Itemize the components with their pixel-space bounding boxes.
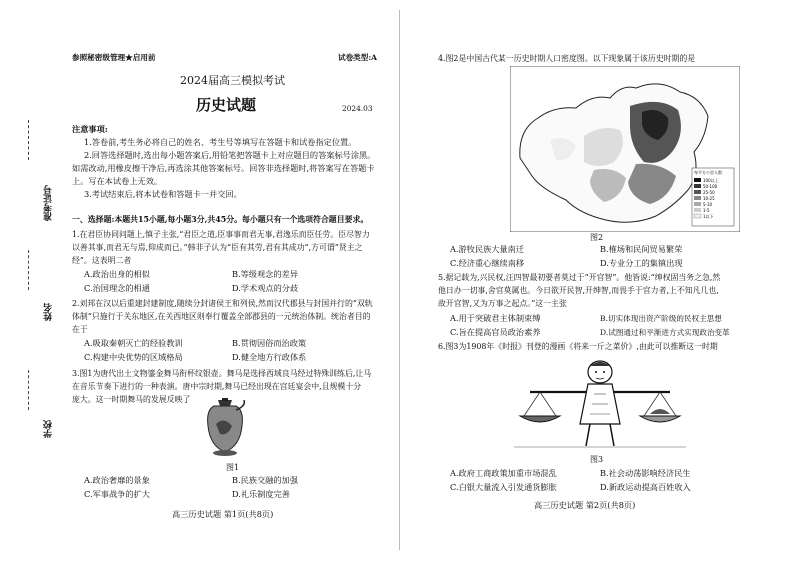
fig2-caption: 图2 (590, 233, 604, 242)
section-heading: 一、选择题:本题共15小题,每小题3分,共45分。每小题只有一个选项符合题目要求。 (72, 215, 369, 224)
map-legend-entry: 25-50 (703, 190, 715, 195)
q5-stem: 他日办一切事,舍官莫属也。今日欲开民智,开绅智,而畏手于官力者,上不知凡几也, (438, 286, 719, 295)
notice-line: 1.答卷前,考生务必将自己的姓名、考生号等填写在答题卡和试卷指定位置。 (84, 137, 357, 147)
q3-stem: 3.图1为唐代出土文物鎏金舞马衔杯纹银壶。舞马是选择西域良马经过特殊训练后,让马 (72, 369, 372, 378)
q6-stem: 6.图3为1908年《时报》刊登的漫画《将来一斤之菜价》,由此可以推断这一时期 (438, 342, 718, 351)
q5-option-b[interactable]: B.切实体现出资产阶级的民权主思想 (600, 314, 722, 323)
q3-option-c[interactable]: C.军事战争的扩大 (84, 489, 150, 499)
q2-option-b[interactable]: B.贯彻因俗而治政策 (232, 338, 307, 348)
notice-line: 2.回答选择题时,选出每小题答案后,用铅笔把答题卡上对应题目的答案标号涂黑。 (84, 150, 376, 160)
q2-option-c[interactable]: C.构建中央优势的区域格局 (84, 352, 183, 362)
fig2-population-density-map (510, 66, 740, 232)
q2-option-a[interactable]: A.吸取秦朝灭亡的经验教训 (84, 338, 183, 348)
fig1-caption: 图1 (226, 463, 240, 472)
cut-line (28, 250, 30, 290)
q5-option-c[interactable]: C.旨在提高官员政治素养 (450, 327, 541, 337)
q4-option-a[interactable]: A.游牧民族大量南迁 (450, 244, 525, 254)
fig3-caption: 图3 (590, 455, 604, 464)
q1-stem: 以善其事,而君无与焉,仰成而已。”韩非子认为“臣有其劳,君有其成功”,方可谓“贤主之 (72, 243, 363, 252)
q1-option-a[interactable]: A.政治出身的相似 (84, 269, 150, 279)
q2-stem: 2.刘邦在汉以后重建封建制度,随续分封诸侯王和列侯,然而汉代郡县与封国并行的“双轨 (72, 299, 373, 308)
subject-title: 历史试题 (196, 96, 257, 114)
map-legend-entry: 5-10 (703, 202, 713, 207)
q3-option-a[interactable]: A.政治奢靡的景象 (84, 475, 150, 485)
q5-stem: 5.据记载为,兴民权,汪四智最初要者莫过于“开官智”。他皆说:“绅权固当务之急,然 (438, 273, 721, 282)
q5-option-a[interactable]: A.用于突破君主体制束缚 (450, 313, 541, 323)
cut-line (28, 370, 30, 410)
notice-line: 3.考试结束后,将本试卷和答题卡一并交回。 (84, 189, 242, 199)
q4-option-c[interactable]: C.经济重心继续南移 (450, 258, 525, 268)
margin-label-school: 学校 (44, 420, 54, 438)
q2-stem: 在于 (72, 325, 88, 334)
q1-option-c[interactable]: C.治国理念的相通 (84, 283, 150, 293)
q3-stem: 庞大。这一时期舞马的发展反映了 (72, 395, 191, 404)
map-legend-entry: 1以下 (703, 214, 714, 219)
cut-line (28, 120, 30, 160)
map-legend-entry: 10-25 (703, 196, 715, 201)
q2-stem: 体制”只施行于关东地区,在关西地区则奉行覆盖全部郡县的一元统治体制。统治者目的 (72, 312, 371, 321)
notice-line: 上。写在本试卷上无效。 (72, 176, 163, 186)
fig1-silver-pot-image (200, 396, 250, 458)
right-page (400, 0, 794, 561)
q3-option-b[interactable]: B.民族交融的加强 (232, 475, 298, 485)
exam-name: 2024届高三模拟考试 (180, 74, 285, 87)
page-footer: 高三历史试题 第2页(共8页) (534, 500, 636, 510)
secret-label: 参照秘密级管理★启用前 (72, 53, 156, 62)
q6-option-a[interactable]: A.政府工商政策加重市场混乱 (450, 468, 557, 478)
q4-option-b[interactable]: B.榷场和民间贸易繁荣 (600, 244, 683, 254)
q5-option-d[interactable]: D.试图通过和平渐进方式实现政治变革 (600, 328, 730, 337)
q1-option-b[interactable]: B.等级观念的差异 (232, 269, 298, 279)
page-footer: 高三历史试题 第1页(共8页) (172, 509, 274, 519)
q6-option-d[interactable]: D.新政运动提高百姓收入 (600, 482, 691, 492)
margin-label-exam-number: 准考证号 (44, 185, 54, 221)
q1-stem: 经”。这表明二者 (72, 256, 132, 265)
paper-type: 试卷类型:A (338, 53, 378, 62)
q3-stem: 在音乐节奏下进行的一种表演。唐中宗时期,舞马已经出现在宫廷宴会中,且规模十分 (72, 382, 362, 391)
exam-date: 2024.03 (342, 104, 373, 113)
fig3-cartoon-image (510, 354, 690, 450)
q6-option-c[interactable]: C.白银大量流入引发通货膨胀 (450, 482, 557, 492)
map-legend-entry: 1-5 (703, 208, 710, 213)
notice-title: 注意事项: (72, 124, 108, 134)
map-legend-entry: 100以上 (703, 178, 719, 183)
notice-line: 如需改动,用橡皮擦干净后,再选涂其他答案标号。回答非选择题时,将答案写在答题卡 (72, 163, 375, 173)
margin-label-name: 姓名 (44, 303, 54, 321)
q3-option-d[interactable]: D.礼乐制度完善 (232, 489, 290, 499)
q4-option-d[interactable]: D.专业分工的集镇出现 (600, 258, 683, 268)
q2-option-d[interactable]: D.健全地方行政体系 (232, 352, 307, 362)
q1-option-d[interactable]: D.学术观点的分歧 (232, 283, 299, 293)
binding-margin (0, 0, 62, 561)
q6-option-b[interactable]: B.社会动荡影响经济民生 (600, 468, 691, 478)
q4-stem: 4.图2是中国古代某一历史时期人口密度图。以下现象属于该历史时期的是 (438, 54, 696, 63)
map-legend-title: 每平方公里人数 (694, 170, 722, 175)
q5-stem: 故开官智,又为万事之起点。”这一主张 (438, 299, 567, 308)
map-legend-entry: 50-100 (703, 184, 718, 189)
q1-stem: 1.在君臣协同问题上,慎子主张,“君臣之道,臣事事而君无事,君逸乐而臣任劳。臣尽智力 (72, 230, 370, 239)
